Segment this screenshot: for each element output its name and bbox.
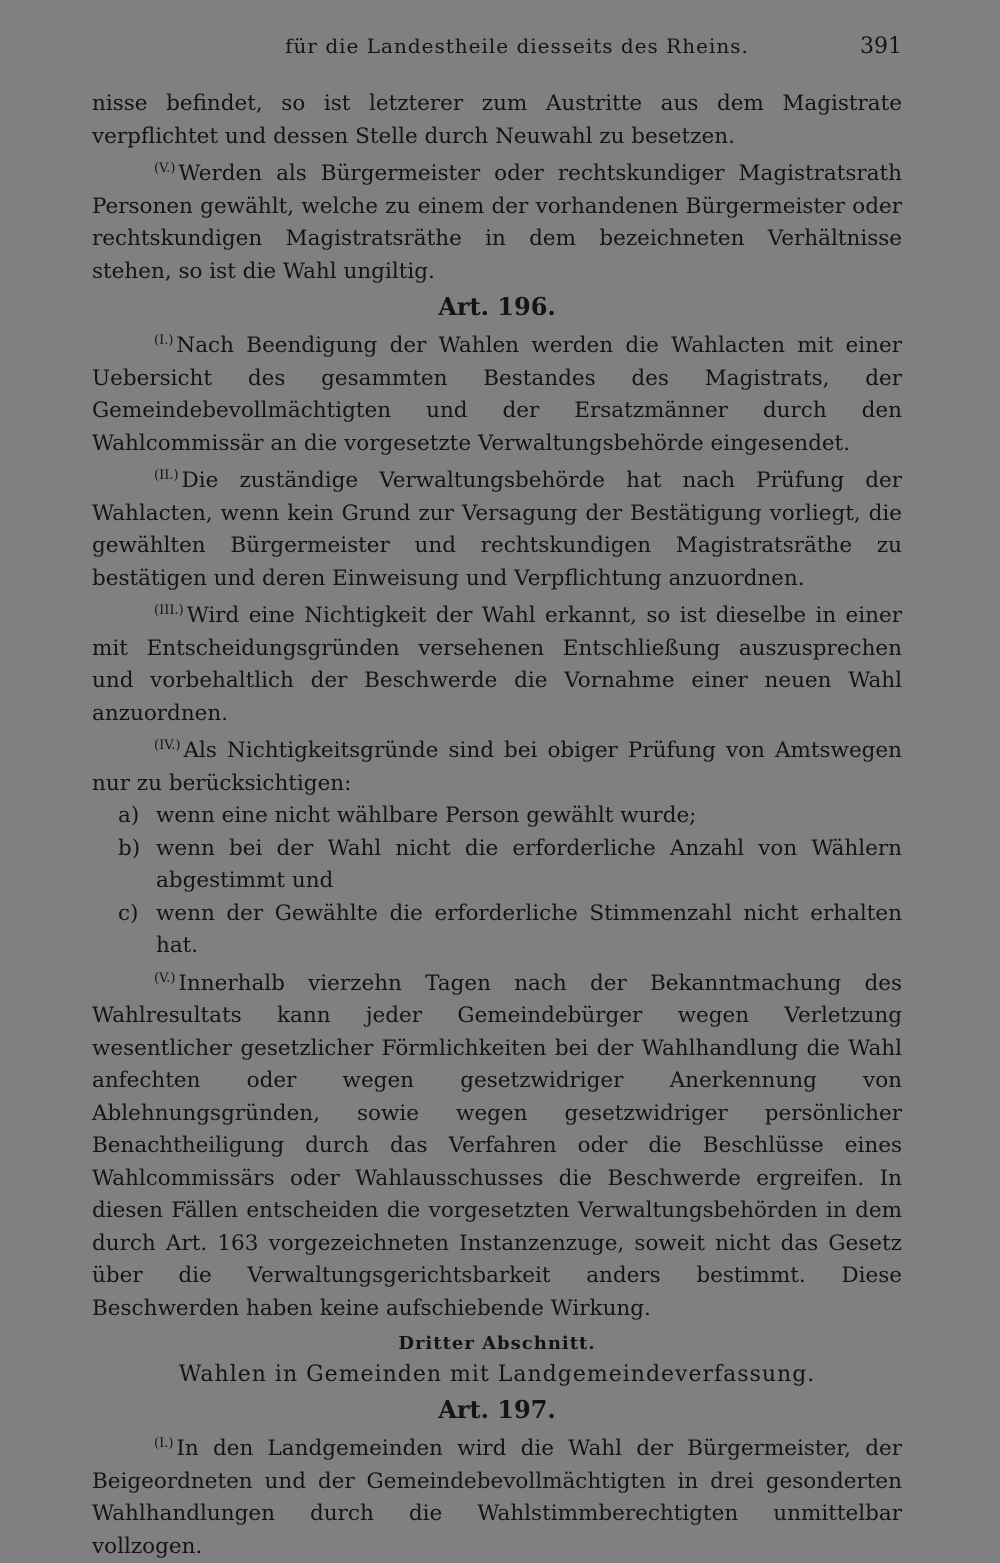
- paragraph-marker: (V.): [154, 970, 176, 986]
- page-body: [92, 88, 902, 1563]
- section-title: Wahlen in Gemeinden mit Landgemeindeverfassung.: [178, 1362, 816, 1387]
- paragraph-197-i: [92, 1428, 902, 1563]
- paragraph-continued: nisse befindet, so ist letzterer zum Austritte aus dem Magistrate verpflichtet und dessen Stelle durch Neuwahl zu besetzen.: [92, 91, 902, 149]
- article-heading-197: Art. 197.: [438, 1395, 556, 1424]
- paragraph-196-iii: [92, 595, 902, 730]
- list-text: wenn bei der Wahl nicht die erforderliche Anzahl von Wählern abgestimmt und: [156, 835, 902, 893]
- list-item-a: [92, 800, 902, 833]
- paragraph-marker: (I.): [154, 333, 174, 348]
- paragraph-v: [92, 153, 902, 288]
- paragraph-196-i: [92, 325, 902, 460]
- paragraph-text: Als Nichtigkeitsgründe sind bei obiger Prüfung von Amtswegen nur zu berücksichtigen:: [92, 738, 902, 796]
- paragraph-text: Wird eine Nichtigkeit der Wahl erkannt, so ist dieselbe in einer mit Entscheidungsgründen versehenen Entschließung auszusprechen und vorbehaltlich der Beschwerde die Vornahme einer neuen Wahl anzuordnen.: [92, 603, 902, 726]
- list-letter: a): [118, 803, 140, 828]
- paragraph-marker: (III.): [154, 603, 184, 618]
- paragraph-marker: (II.): [154, 468, 179, 483]
- running-title: für die Landestheile diesseits des Rheins.: [285, 34, 749, 58]
- list-letter: b): [118, 835, 141, 861]
- article-heading-196: Art. 196.: [438, 292, 556, 321]
- paragraph-text: Nach Beendigung der Wahlen werden die Wahlacten mit einer Uebersicht des gesammten Bestandes des Magistrats, der Gemeindebevollmächtigten und der Ersatzmänner durch den Wahlcommissär an die vorgesetzte Verwaltungsbehörde eingesendet.: [92, 333, 902, 456]
- paragraph-196-iv: [92, 730, 902, 800]
- page-number: 391: [860, 34, 902, 59]
- running-header: [92, 34, 902, 68]
- list-item-c: [92, 898, 902, 963]
- paragraph-text: In den Landgemeinden wird die Wahl der Bürgermeister, der Beigeordneten und der Gemeindebevollmächtigten in drei gesonderten Wahlhandlungen durch die Wahlstimmberechtigten unmittelbar vollzogen.: [92, 1436, 902, 1559]
- paragraph-text: Werden als Bürgermeister oder rechtskundiger Magistratsrath Personen gewählt, welche zu einem der vorhandenen Bürgermeister oder rechtskundigen Magistratsräthe in dem bezeichneten Verhältnisse stehen, so ist die Wahl ungiltig.: [92, 161, 902, 284]
- paragraph-196-ii: [92, 460, 902, 595]
- paragraph-text: Die zuständige Verwaltungsbehörde hat nach Prüfung der Wahlacten, wenn kein Grund zur Versagung der Bestätigung vorliegt, die gewählten Bürgermeister und rechtskundigen Magistratsräthe zu bestätigen und deren Einweisung und Verpflichtung anzuordnen.: [92, 468, 902, 591]
- paragraph-marker: (V.): [154, 161, 176, 176]
- paragraph-text: Innerhalb vierzehn Tagen nach der Bekanntmachung des Wahlresultats kann jeder Gemeindebürger wegen Verletzung wesentlicher gesetzlicher Förmlichkeiten bei der Wahlhandlung die Wahl anfechten oder wegen gesetzwidriger Anerkennung von Ablehnungsgründen, sowie wegen gesetzwidriger persönlicher Benachtheiligung durch das Verfahren oder die Beschlüsse eines Wahlcommissärs oder Wahlausschusses die Beschwerde ergreifen. In diesen Fällen entscheiden die vorgesetzten Verwaltungsbehörden in dem durch Art. 163 vorgezeichneten Instanzenzuge, soweit nicht das Gesetz über die Verwaltungsgerichtsbarkeit anders bestimmt. Diese Beschwerden haben keine aufschiebende Wirkung.: [92, 970, 902, 1321]
- paragraph-marker: (I.): [154, 1436, 174, 1451]
- list-letter: c): [118, 900, 139, 926]
- list-item-b: [92, 833, 902, 898]
- paragraph-marker: (IV.): [154, 738, 181, 753]
- paragraph-196-v: [92, 963, 902, 1326]
- section-label: Dritter Abschnitt.: [398, 1333, 596, 1354]
- list-text: wenn eine nicht wählbare Person gewählt wurde;: [156, 803, 697, 828]
- list-text: wenn der Gewählte die erforderliche Stimmenzahl nicht erhalten hat.: [156, 900, 902, 958]
